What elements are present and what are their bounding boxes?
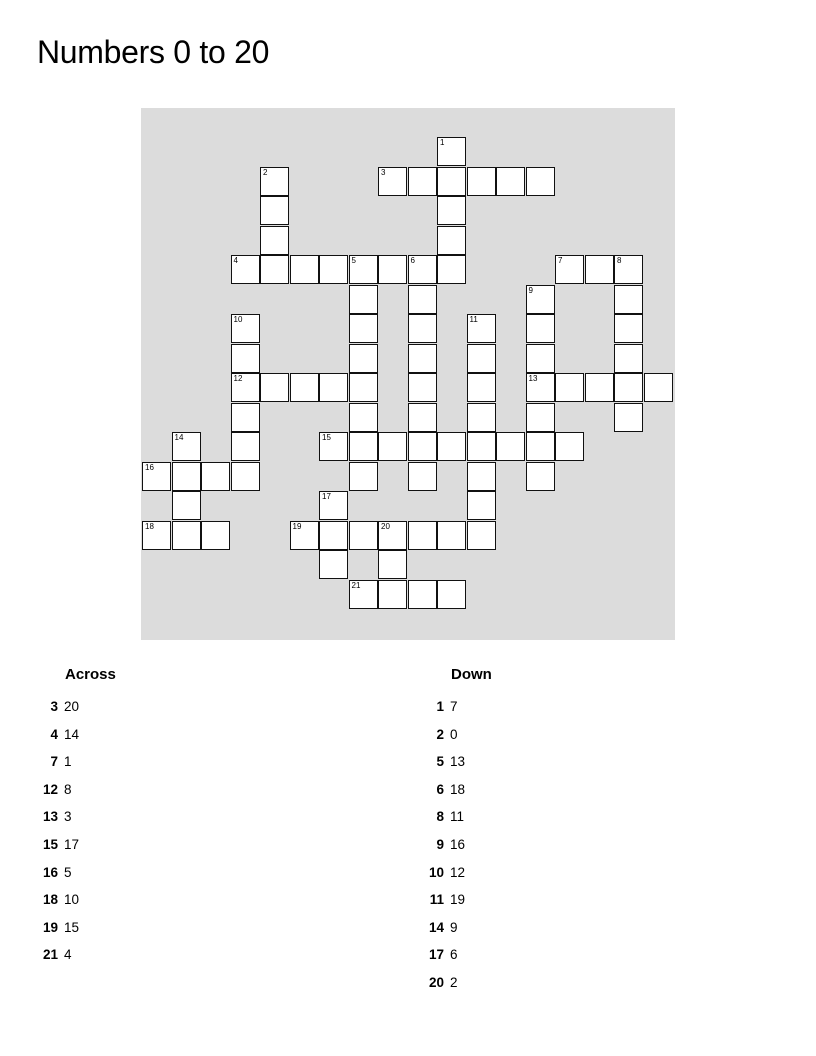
crossword-cell[interactable]	[467, 462, 496, 491]
clue-number: 19	[42, 919, 58, 935]
clue-text: 4	[64, 947, 72, 963]
cell-number: 17	[322, 492, 331, 501]
crossword-cell[interactable]	[378, 550, 407, 579]
crossword-cell[interactable]	[349, 580, 378, 609]
cell-number: 11	[469, 315, 478, 324]
across-heading: Across	[65, 666, 116, 683]
clue-text: 18	[450, 781, 466, 797]
crossword-cell[interactable]	[349, 432, 378, 461]
crossword-cell[interactable]	[349, 255, 378, 284]
cell-number: 9	[528, 285, 533, 295]
clue-text: 13	[450, 754, 466, 770]
clue-text: 1	[64, 754, 72, 770]
crossword-cell[interactable]	[437, 167, 466, 196]
cell-number: 15	[322, 433, 331, 442]
crossword-cell[interactable]	[555, 255, 584, 284]
clue-number: 17	[428, 947, 444, 963]
clue-text: 0	[450, 726, 458, 742]
clue-number: 9	[436, 837, 444, 852]
crossword-cell[interactable]	[319, 432, 348, 461]
crossword-cell[interactable]	[201, 462, 230, 491]
cell-number: 13	[528, 374, 538, 383]
down-heading: Down	[451, 666, 492, 683]
crossword-cell[interactable]	[526, 462, 555, 491]
crossword-cell[interactable]	[408, 373, 437, 402]
crossword-cell[interactable]	[319, 491, 348, 520]
cell-number: 7	[558, 256, 563, 265]
crossword-cell[interactable]	[614, 285, 643, 314]
clue-text: 7	[450, 699, 458, 714]
cell-number: 5	[351, 256, 356, 265]
cell-number: 14	[174, 433, 184, 442]
crossword-cell[interactable]	[437, 432, 466, 461]
crossword-cell[interactable]	[378, 432, 407, 461]
crossword-cell[interactable]	[437, 137, 466, 166]
clue-text: 10	[64, 892, 80, 908]
clue-text: 3	[64, 809, 72, 825]
clue-number: 20	[428, 975, 444, 990]
clue-text: 6	[450, 947, 458, 963]
crossword-cell[interactable]	[290, 521, 319, 550]
crossword-cell[interactable]	[467, 491, 496, 520]
crossword-cell[interactable]	[614, 403, 643, 432]
clue-text: 2	[450, 975, 458, 990]
clue-text: 14	[64, 726, 80, 742]
cell-number: 2	[263, 167, 268, 177]
crossword-cell[interactable]	[231, 462, 260, 491]
crossword-cell[interactable]	[555, 432, 584, 461]
crossword-cell[interactable]	[231, 403, 260, 432]
crossword-cell[interactable]	[408, 462, 437, 491]
clue-number: 18	[42, 892, 58, 908]
clue-text: 8	[64, 781, 72, 797]
crossword-cell[interactable]	[614, 373, 643, 402]
crossword-cell[interactable]	[319, 550, 348, 579]
crossword-cell[interactable]	[467, 521, 496, 550]
crossword-cell[interactable]	[142, 521, 171, 550]
crossword-cell[interactable]	[172, 462, 201, 491]
clue-number: 13	[42, 809, 58, 825]
clue-number: 6	[436, 781, 444, 797]
crossword-cell[interactable]	[349, 403, 378, 432]
cell-number: 3	[381, 167, 386, 177]
crossword-cell[interactable]	[231, 314, 260, 343]
clue-text: 5	[64, 864, 72, 880]
crossword-cell[interactable]	[585, 373, 614, 402]
cell-number: 18	[145, 521, 154, 531]
crossword-cell[interactable]	[349, 373, 378, 402]
crossword-cell[interactable]	[172, 491, 201, 520]
clue-number: 10	[428, 864, 444, 880]
cell-number: 8	[617, 256, 622, 265]
crossword-cell[interactable]	[467, 167, 496, 196]
crossword-cell[interactable]	[496, 167, 525, 196]
crossword-cell[interactable]	[408, 285, 437, 314]
crossword-cell[interactable]	[408, 255, 437, 284]
crossword-cell[interactable]	[378, 167, 407, 196]
crossword-cell[interactable]	[349, 521, 378, 550]
clue-number: 21	[42, 947, 58, 963]
crossword-cell[interactable]	[290, 373, 319, 402]
crossword-cell[interactable]	[526, 403, 555, 432]
crossword-cell[interactable]	[319, 373, 348, 402]
clue-number: 16	[42, 864, 58, 880]
crossword-cell[interactable]	[526, 344, 555, 373]
crossword-cell[interactable]	[172, 432, 201, 461]
crossword-cell[interactable]	[260, 255, 289, 284]
crossword-cell[interactable]	[378, 580, 407, 609]
crossword-cell[interactable]	[585, 255, 614, 284]
clue-number: 2	[436, 726, 444, 742]
crossword-cell[interactable]	[644, 373, 673, 402]
crossword-cell[interactable]	[437, 580, 466, 609]
cell-number: 1	[440, 138, 445, 147]
crossword-cell[interactable]	[201, 521, 230, 550]
crossword-cell[interactable]	[408, 403, 437, 432]
cell-number: 4	[233, 256, 238, 265]
clue-text: 11	[450, 809, 465, 825]
clue-number: 11	[429, 892, 444, 908]
cell-number: 10	[233, 315, 243, 324]
crossword-cell[interactable]	[349, 344, 378, 373]
crossword-cell[interactable]	[349, 314, 378, 343]
cell-number: 16	[145, 462, 154, 472]
crossword-cell[interactable]	[231, 255, 260, 284]
crossword-cell[interactable]	[467, 344, 496, 373]
crossword-cell[interactable]	[408, 432, 437, 461]
crossword-cell[interactable]	[408, 314, 437, 343]
crossword-cell[interactable]	[172, 521, 201, 550]
clue-number: 3	[50, 699, 58, 714]
crossword-cell[interactable]	[231, 344, 260, 373]
crossword-cell[interactable]	[142, 462, 171, 491]
crossword-cell[interactable]	[496, 432, 525, 461]
clue-number: 14	[428, 919, 444, 935]
crossword-cell[interactable]	[437, 226, 466, 255]
crossword-cell[interactable]	[408, 580, 437, 609]
clue-text: 17	[64, 837, 80, 852]
cell-number: 12	[233, 374, 243, 383]
clue-number: 8	[436, 809, 444, 825]
clue-text: 15	[64, 919, 80, 935]
clue-text: 20	[64, 699, 80, 714]
clue-text: 12	[450, 864, 466, 880]
crossword-cell[interactable]	[319, 521, 348, 550]
crossword-cell[interactable]	[349, 285, 378, 314]
crossword-cell[interactable]	[260, 373, 289, 402]
crossword-cell[interactable]	[614, 255, 643, 284]
crossword-cell[interactable]	[260, 196, 289, 225]
crossword-cell[interactable]	[378, 255, 407, 284]
clue-number: 12	[42, 781, 58, 797]
crossword-cell[interactable]	[467, 314, 496, 343]
crossword-cell[interactable]	[467, 403, 496, 432]
crossword-cell[interactable]	[526, 432, 555, 461]
clue-number: 1	[436, 699, 444, 714]
crossword-cell[interactable]	[408, 167, 437, 196]
clue-text: 16	[450, 837, 466, 852]
cell-number: 19	[292, 521, 302, 531]
crossword-cell[interactable]	[526, 314, 555, 343]
crossword-cell[interactable]	[290, 255, 319, 284]
crossword-cell[interactable]	[260, 167, 289, 196]
crossword-cell[interactable]	[614, 344, 643, 373]
crossword-cell[interactable]	[526, 285, 555, 314]
cell-number: 20	[381, 521, 390, 531]
crossword-cell[interactable]	[437, 521, 466, 550]
clue-number: 7	[50, 754, 58, 770]
crossword-cell[interactable]	[231, 432, 260, 461]
crossword-cell[interactable]	[555, 373, 584, 402]
crossword-cell[interactable]	[526, 373, 555, 402]
crossword-cell[interactable]	[319, 255, 348, 284]
crossword-cell[interactable]	[467, 373, 496, 402]
page-title: Numbers 0 to 20	[37, 34, 270, 70]
crossword-grid	[141, 108, 675, 640]
crossword-cell[interactable]	[408, 344, 437, 373]
clue-text: 9	[450, 919, 458, 935]
cell-number: 21	[351, 580, 361, 590]
cell-number: 6	[410, 256, 415, 265]
crossword-cell[interactable]	[231, 373, 260, 402]
crossword-cell[interactable]	[437, 255, 466, 284]
crossword-cell[interactable]	[526, 167, 555, 196]
clue-number: 15	[42, 837, 58, 852]
crossword-cell[interactable]	[260, 226, 289, 255]
crossword-cell[interactable]	[467, 432, 496, 461]
crossword-cell[interactable]	[378, 521, 407, 550]
crossword-cell[interactable]	[408, 521, 437, 550]
clue-text: 19	[450, 892, 466, 908]
clue-number: 4	[50, 726, 58, 742]
clue-number: 5	[436, 754, 444, 770]
crossword-cell[interactable]	[614, 314, 643, 343]
crossword-cell[interactable]	[349, 462, 378, 491]
crossword-cell[interactable]	[437, 196, 466, 225]
